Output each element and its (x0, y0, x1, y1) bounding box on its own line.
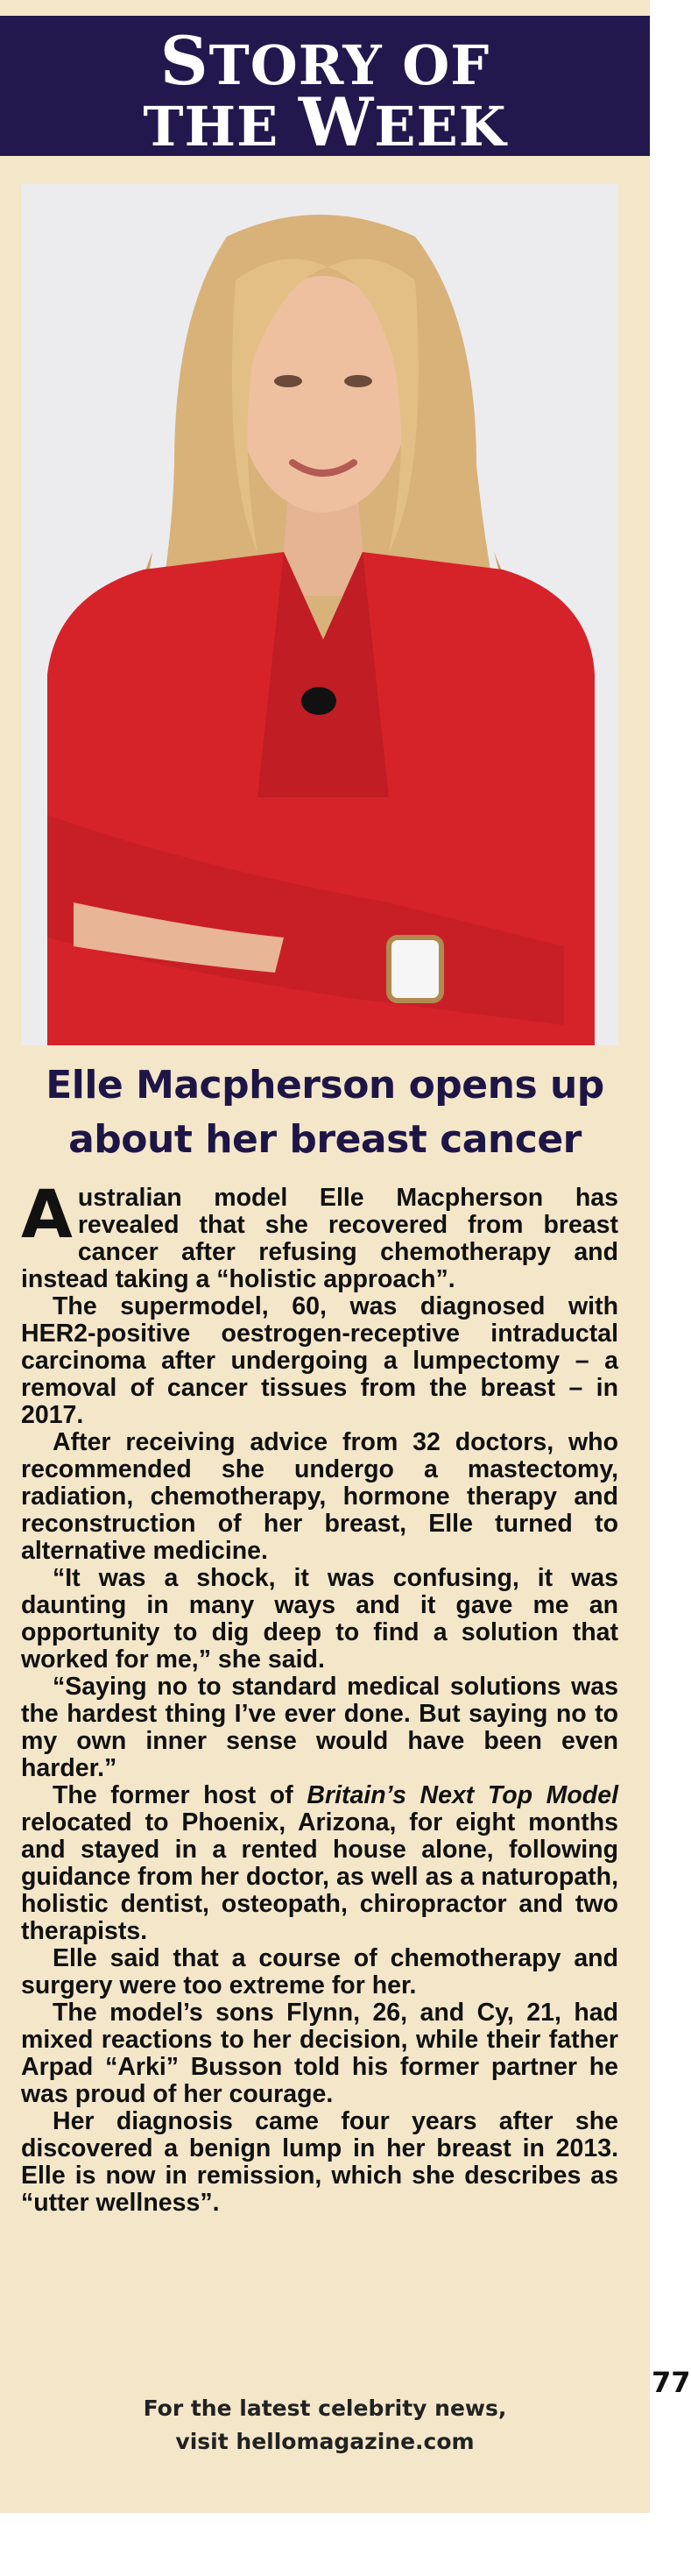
header-line-1: STORY OF (159, 22, 490, 100)
article-headline (9, 1058, 641, 1167)
paragraph-9: Her diagnosis came four years after she discovered a benign lump in her breast in 2013. Elle is now in remission, which she describes as “utter wellness”. (21, 2107, 618, 2217)
portrait-photo (21, 184, 618, 1045)
section-header (0, 16, 650, 161)
paragraph-6: The former host of Britain’s Next Top Model relocated to Phoenix, Arizona, for eight months and stayed in a rented house alone, following guidance from her doctor, as well as a naturopath, holistic dentist, osteopath, chiropractor and two therapists. (21, 1781, 618, 1945)
paragraph-3: After receiving advice from 32 doctors, who recommended she undergo a mastectomy, radiation, chemotherapy, hormone therapy and reconstruction of her breast, Elle turned to alternative medicine. (21, 1428, 618, 1565)
header-line-2: THE WEEK (143, 83, 507, 161)
headline-line-1: Elle Macpherson opens up (46, 1063, 604, 1108)
paragraph-4: “It was a shock, it was confusing, it was daunting in many ways and it gave me an opportunity to dig deep to find a solution that worked for me,” she said. (21, 1564, 618, 1674)
paragraph-8: The model’s sons Flynn, 26, and Cy, 21, had mixed reactions to her decision, while their father Arpad “Arki” Busson told his former partner he was proud of her courage. (21, 1999, 618, 2108)
paragraph-2: The supermodel, 60, was diagnosed with HER2-positive oestrogen-receptive intraductal carcinoma after undergoing a lumpectomy – a removal of cancer tissues from the breast – in 2017. (21, 1292, 618, 1429)
show-title: Britain’s Next Top Model (307, 1781, 618, 1809)
headline-line-2: about her breast cancer (68, 1117, 582, 1162)
paragraph-1: Australian model Elle Macpherson has revealed that she recovered from breast cancer after refusing chemotherapy and instead taking a “holistic approach”. (21, 1175, 618, 1293)
drop-cap: A (21, 1175, 73, 1253)
article-body (21, 1175, 618, 2217)
page-number: 77 (652, 2366, 691, 2399)
footer-promo (9, 2392, 641, 2459)
footer-link[interactable]: visit hellomagazine.com (175, 2429, 475, 2454)
paragraph-5: “Saying no to standard medical solutions was the hardest thing I’ve ever done. But saying no to my own inner sense would have been even harder.” (21, 1673, 618, 1782)
paragraph-7: Elle said that a course of chemotherapy and surgery were too extreme for her. (21, 1944, 618, 1999)
portrait-illustration (21, 184, 618, 1045)
footer-line-1: For the latest celebrity news, (143, 2396, 507, 2421)
